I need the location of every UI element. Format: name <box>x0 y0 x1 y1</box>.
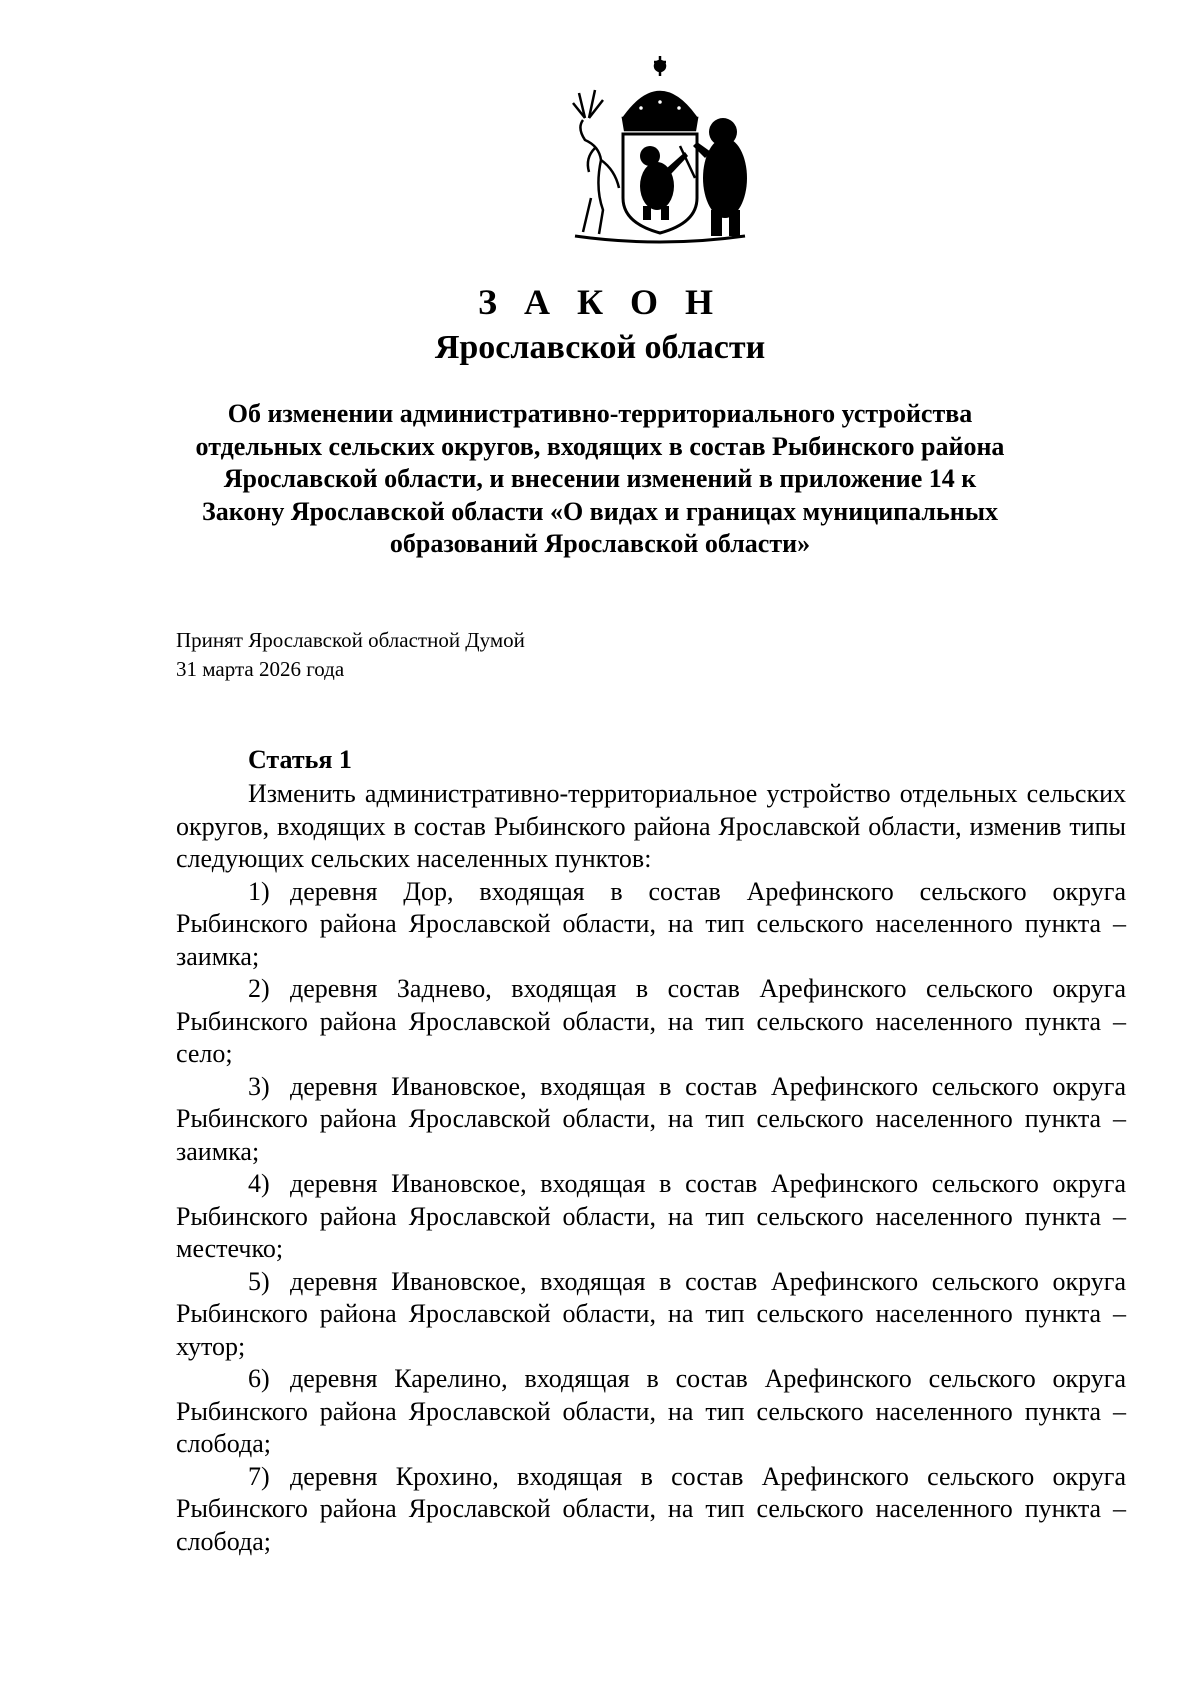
list-item-number: 5) <box>248 1266 270 1296</box>
list-item <box>176 1071 1126 1169</box>
list-item-text: деревня Карелино, входящая в состав Арефинского сельского округа Рыбинского района Ярославской области, на тип сельского населенного пункта – слобода; <box>176 1364 1126 1458</box>
list-item-number: 3) <box>248 1071 270 1101</box>
article-body <box>176 778 1126 1558</box>
list-item-number: 6) <box>248 1364 270 1393</box>
article-intro: Изменить административно-территориальное устройство отдельных сельских округов, входящих в состав Рыбинского района Ярославской области, изменив типы следующих сельских населенных пунктов: <box>176 779 1126 873</box>
adoption-info <box>176 626 776 684</box>
law-subject: Об изменении административно-территориального устройства отдельных сельских округов, входящих в состав Рыбинского района Ярославской области, и внесении изменений в приложение 14 к Закону Ярославской области «О видах и границах муниципальных образований Ярославской области» <box>195 399 1005 558</box>
list-item-text: деревня Ивановское, входящая в состав Арефинского сельского округа Рыбинского района Ярославской области, на тип сельского населенного пункта – местечко; <box>176 1169 1126 1263</box>
article-heading: Статья 1 <box>248 745 352 774</box>
list-item <box>176 876 1126 974</box>
coat-of-arms-emblem <box>555 48 765 248</box>
adoption-date: 31 марта 2026 года <box>176 657 345 681</box>
adoption-line: Принят Ярославской областной Думой <box>176 628 525 652</box>
list-item <box>176 973 1126 1071</box>
list-item-text: деревня Крохино, входящая в состав Арефинского сельского округа Рыбинского района Ярославской области, на тип сельского населенного пункта – слобода; <box>176 1461 1126 1556</box>
list-item <box>176 1363 1126 1461</box>
list-item <box>176 1168 1126 1266</box>
list-item <box>176 1266 1126 1364</box>
list-item-text: деревня Дор, входящая в состав Арефинского сельского округа Рыбинского района Ярославской области, на тип сельского населенного пункта – заимка; <box>176 876 1126 971</box>
list-item-text: деревня Заднево, входящая в состав Арефинского сельского округа Рыбинского района Ярославской области, на тип сельского населенного пункта – село; <box>176 974 1126 1068</box>
list-item-number: 7) <box>248 1461 270 1491</box>
list-item-number: 4) <box>248 1169 270 1198</box>
law-title: З А К О Н <box>477 282 723 322</box>
list-item-text: деревня Ивановское, входящая в состав Арефинского сельского округа Рыбинского района Ярославской области, на тип сельского населенного пункта – хутор; <box>176 1266 1126 1361</box>
list-item-number: 2) <box>248 974 270 1003</box>
list-item <box>176 1461 1126 1559</box>
law-region: Ярославской области <box>434 329 766 366</box>
list-item-number: 1) <box>248 876 270 906</box>
list-item-text: деревня Ивановское, входящая в состав Арефинского сельского округа Рыбинского района Ярославской области, на тип сельского населенного пункта – заимка; <box>176 1071 1126 1166</box>
